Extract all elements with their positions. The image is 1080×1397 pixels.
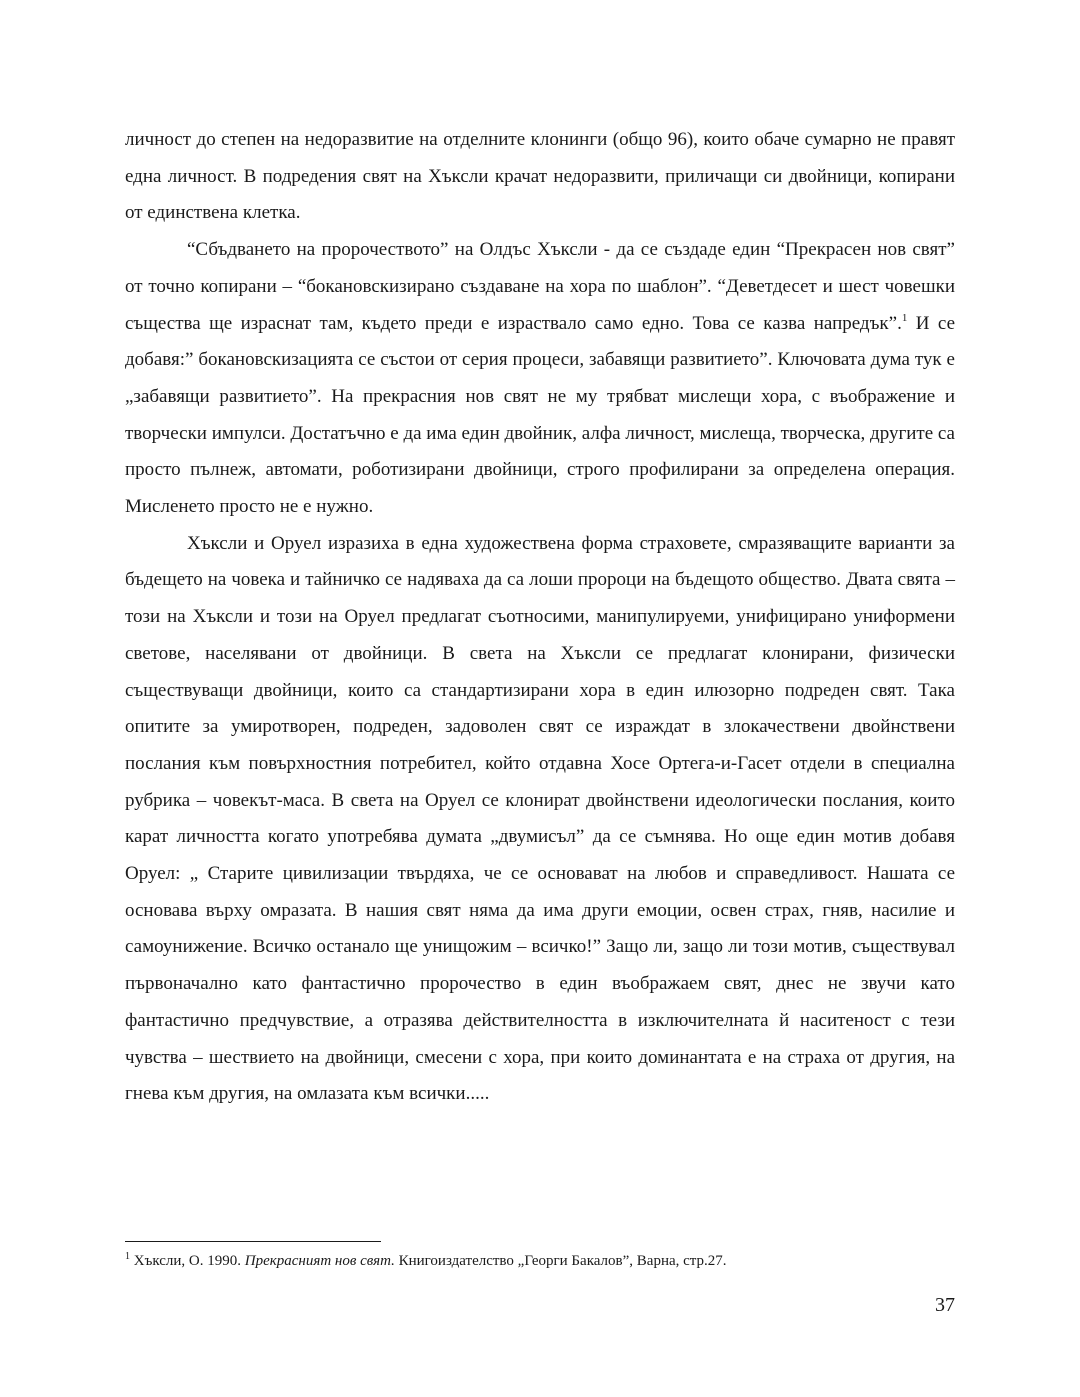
footnote-separator	[125, 1241, 381, 1242]
footnote	[125, 1250, 955, 1272]
paragraph-2	[125, 232, 955, 526]
footnote-reference[interactable]: 1	[901, 311, 908, 324]
page-number: 37	[935, 1294, 955, 1316]
footnote-number: 1	[125, 1251, 130, 1262]
footnote-publisher: Книгоиздателство „Георги Бакалов”, Варна, стр.27.	[394, 1253, 727, 1269]
footnote-author: Хъксли, О. 1990.	[130, 1253, 245, 1269]
body-text	[125, 122, 955, 1113]
footnote-book-title: Прекрасният нов свят.	[244, 1253, 395, 1269]
paragraph-2-text-b: И се добавя:” бокановскизацията се състои от серия процеси, забавящи развитието”. Ключовата дума тук е „забавящи развитието”. На прекрасния нов свят не му трябват мислещи хора, с въображение и творчески импулси. Достатъчно е да има един двойник, алфа личност, мислеща, творческа, другите са просто пълнеж, автомати, роботизирани двойници, строго профилирани за определена операция. Мисленето просто не е нужно.	[125, 312, 956, 518]
paragraph-1: личност до степен на недоразвитие на отделните клонинги (общо 96), които обаче сумарно не правят една личност. В подредения свят на Хъксли крачат недоразвити, приличащи си двойници, копирани от единствена клетка.	[125, 129, 955, 224]
paragraph-2-text-a: “Сбъдването на пророчеството” на Олдъс Хъксли - да се създаде един “Прекрасен нов свят” от точно копирани – “бокановскизирано създаване на хора по шаблон”. “Деветдесет и шест човешки същества ще израснат там, където преди е израствало само едно. Това се казва напредък”.	[125, 239, 955, 334]
paragraph-3: Хъксли и Оруел изразиха в една художествена форма страховете, смразяващите варианти за бъдещето на човека и тайничко се надяваха да са лоши пророци на бъдещото общество. Двата свята – този на Хъксли и този на Оруел предлагат съотносими, манипулируеми, унифицирано униформени светове, населявани от двойници. В света на Хъксли се предлагат клонирани, физически съществуващи двойници, които са стандартизирани хора в един илюзорно подреден свят. Така опитите за умиротворен, подреден, задоволен свят се израждат в злокачествени двойнствени послания към повърхностния потребител, който отдавна Хосе Ортега-и-Гасет отдели в специална рубрика – човекът-маса. В света на Оруел се клонират двойнствени идеологически послания, които карат личността когато употребява думата „двумисъл” да се съмнява. Но още един мотив добавя Оруел: „ Старите цивилизации твърдяха, че се основават на любов и справедливост. Нашата се основава върху омразата. В нашия свят няма да има други емоции, освен страх, гняв, насилие и самоунижение. Всичко останало ще унищожим – всичко!” Защо ли, защо ли този мотив, съществувал първоначално като фантастично пророчество в един въображаем свят, днес не звучи като фантастично предчувствие, а отразява действителността в изключителната й наситеност с тези чувства – шествието на двойници, смесени с хора, при които доминантата е на страха от другия, на гнева към другия, на омлазата към всички.....	[125, 532, 955, 1105]
